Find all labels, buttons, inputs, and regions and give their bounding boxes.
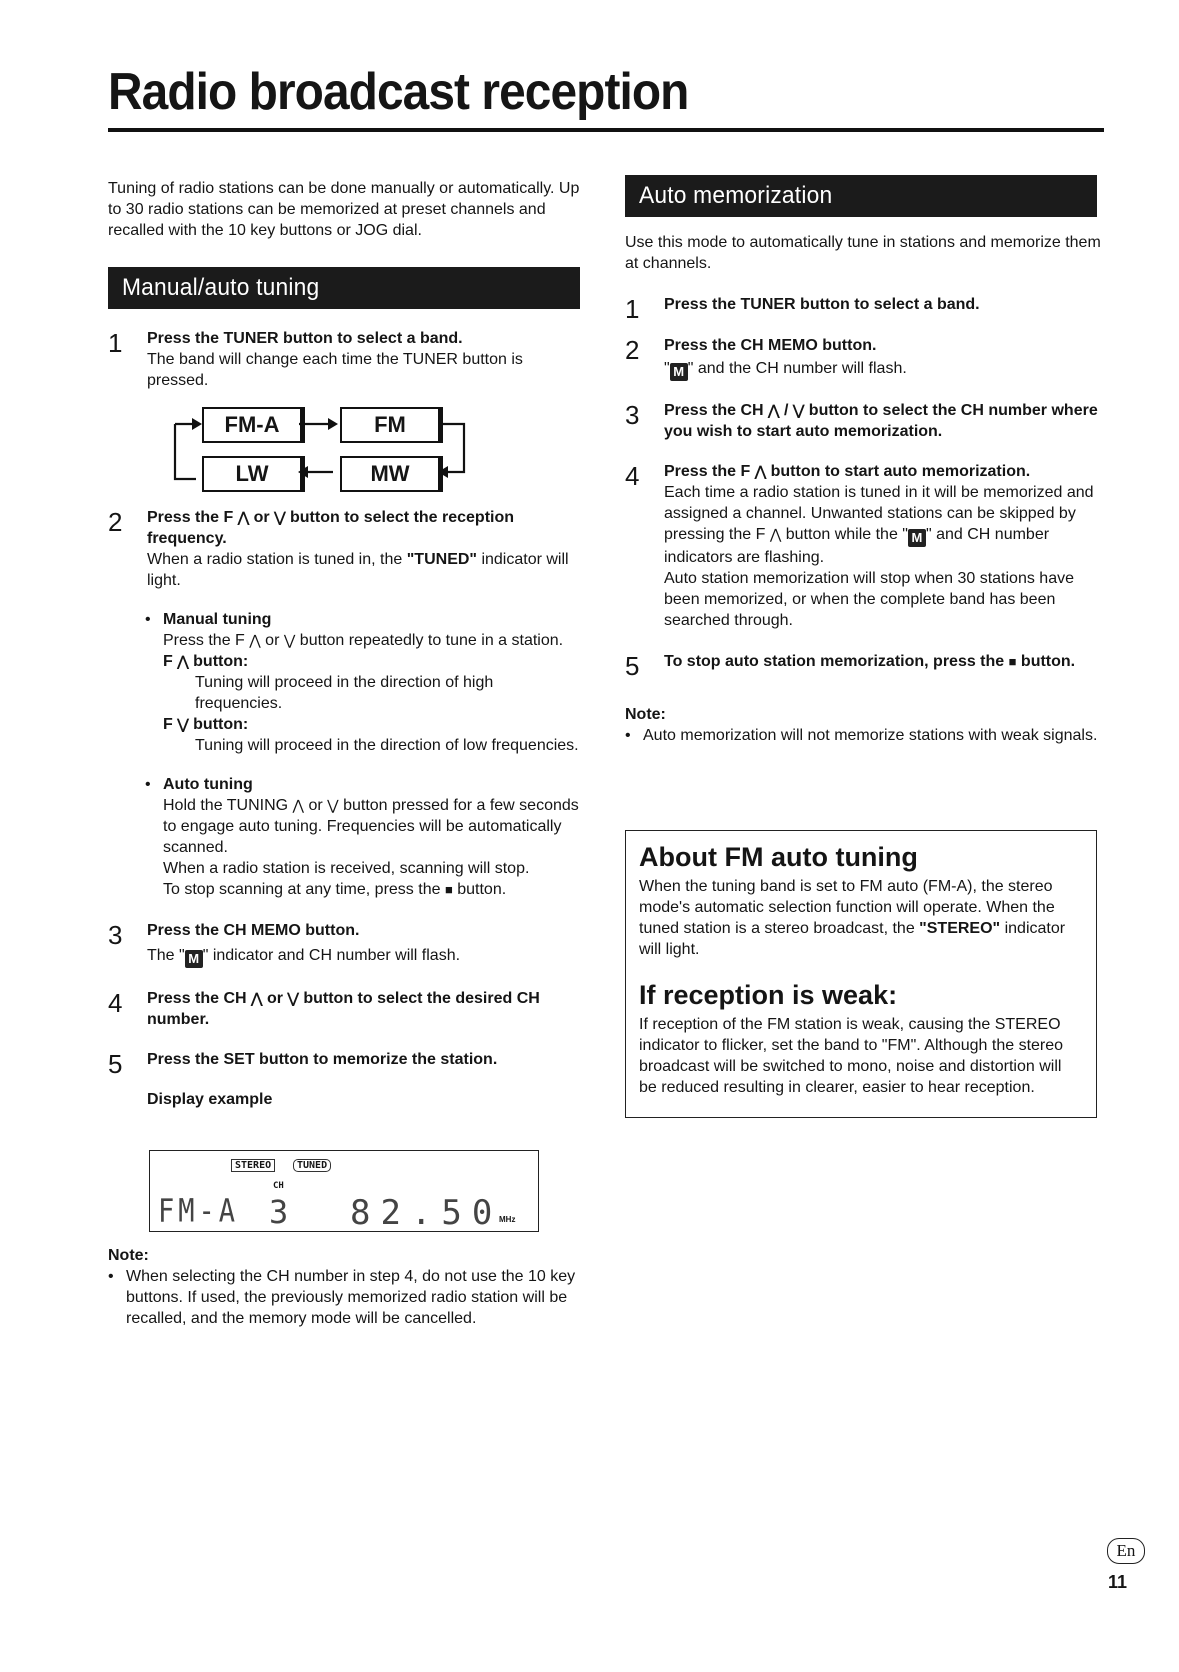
display-example-label: Display example bbox=[147, 1091, 273, 1108]
step-body-2: Auto station memorization will stop when 30 stations have been memorized, or when the complete band has been searched through. bbox=[664, 570, 1074, 629]
band-fm: FM bbox=[340, 407, 443, 443]
auto-step-1 bbox=[625, 294, 1105, 324]
left-note bbox=[108, 1245, 578, 1329]
step-heading: Press the CH MEMO button. bbox=[664, 337, 877, 354]
bullet-icon: • bbox=[145, 611, 151, 628]
step-heading: Press the TUNER button to select a band. bbox=[147, 330, 463, 347]
page-title: Radio broadcast reception bbox=[108, 63, 689, 121]
step-number: 1 bbox=[625, 294, 640, 324]
up-arrow-icon: ⋀ bbox=[769, 526, 782, 542]
lcd-frequency: 82.50 bbox=[350, 1193, 503, 1233]
down-arrow-icon: ⋁ bbox=[792, 402, 805, 418]
manual-step-1 bbox=[108, 328, 580, 391]
section-header-auto-memorization: Auto memorization bbox=[625, 175, 1097, 217]
step-heading: Press the SET button to memorize the station. bbox=[147, 1051, 498, 1068]
step-number: 3 bbox=[625, 400, 640, 430]
auto-memo-intro: Use this mode to automatically tune in stations and memorize them at channels. bbox=[625, 234, 1101, 272]
f-down-body: Tuning will proceed in the direction of low frequencies. bbox=[195, 737, 579, 754]
up-arrow-icon: ⋀ bbox=[754, 463, 767, 479]
about-title: About FM auto tuning bbox=[639, 842, 918, 872]
step-number: 4 bbox=[108, 988, 123, 1018]
step-number: 5 bbox=[625, 651, 640, 681]
language-badge: En bbox=[1107, 1538, 1145, 1564]
step-number: 1 bbox=[108, 328, 123, 358]
auto-step-4 bbox=[625, 461, 1105, 631]
up-arrow-icon: ⋀ bbox=[237, 509, 250, 525]
bullet-icon: • bbox=[145, 776, 151, 793]
f-down-label: F ⋁ button: bbox=[163, 716, 249, 733]
down-arrow-icon: ⋁ bbox=[177, 716, 189, 732]
auto-step-2 bbox=[625, 335, 1105, 381]
up-arrow-icon: ⋀ bbox=[292, 797, 305, 813]
up-arrow-icon: ⋀ bbox=[768, 402, 780, 418]
band-lw: LW bbox=[202, 456, 305, 492]
stop-icon: ■ bbox=[444, 882, 453, 897]
bullet-icon: • bbox=[108, 1268, 114, 1285]
note-text: Auto memorization will not memorize stations with weak signals. bbox=[643, 727, 1098, 744]
note-bullet bbox=[108, 1266, 578, 1329]
auto-step-3 bbox=[625, 400, 1105, 442]
bullet-body-3: To stop scanning at any time, press the ■ button. bbox=[163, 881, 507, 898]
auto-tuning-bullet bbox=[145, 774, 580, 900]
step-heading: Press the TUNER button to select a band. bbox=[664, 296, 980, 313]
lcd-unit: MHz bbox=[499, 1215, 516, 1224]
note-title: Note: bbox=[108, 1247, 149, 1264]
bullet-title: Auto tuning bbox=[163, 776, 253, 793]
down-arrow-icon: ⋁ bbox=[327, 797, 339, 813]
weak-reception-title: If reception is weak: bbox=[639, 980, 898, 1010]
bullet-body: Press the F ⋀ or ⋁ button repeatedly to tune in a station. bbox=[163, 632, 564, 649]
step-body: The band will change each time the TUNER button is pressed. bbox=[147, 351, 523, 389]
section-header-manual-auto-tuning: Manual/auto tuning bbox=[108, 267, 580, 309]
step-heading: Press the F ⋀ button to start auto memorization. bbox=[664, 463, 1031, 480]
step-body: " M " and the CH number will flash. bbox=[664, 360, 907, 379]
memo-indicator-icon: M bbox=[185, 950, 203, 968]
memo-indicator-icon: M bbox=[670, 363, 688, 381]
step-heading: Press the CH ⋀ or ⋁ button to select the desired CH number. bbox=[147, 990, 540, 1028]
band-fm-a: FM-A bbox=[202, 407, 305, 443]
step-body: When a radio station is tuned in, the "TUNED" indicator will light. bbox=[147, 551, 569, 589]
note-text: When selecting the CH number in step 4, do not use the 10 key buttons. If used, the previously memorized radio station will be recalled, and the memory mode will be cancelled. bbox=[126, 1268, 576, 1327]
step-body: Each time a radio station is tuned in it will be memorized and assigned a channel. Unwanted stations can be skipped by pressing the F ⋀ button while the " M " and CH number indicators are flashing. bbox=[664, 484, 1094, 566]
up-arrow-icon: ⋀ bbox=[249, 632, 261, 648]
band-cycle-diagram bbox=[168, 399, 488, 497]
step-heading: Press the F ⋀ or ⋁ button to select the reception frequency. bbox=[147, 509, 515, 547]
step-number: 2 bbox=[108, 507, 123, 537]
manual-step-3 bbox=[108, 920, 580, 968]
bullet-body: Hold the TUNING ⋀ or ⋁ button pressed for a few seconds to engage auto tuning. Frequencies will be automatically scanned. bbox=[163, 797, 579, 856]
bullet-body-2: When a radio station is received, scanning will stop. bbox=[163, 860, 530, 877]
f-up-label: F ⋀ button: bbox=[163, 653, 249, 670]
step-number: 3 bbox=[108, 920, 123, 950]
lcd-channel: 3 bbox=[269, 1193, 293, 1231]
right-note bbox=[625, 704, 1105, 746]
memo-indicator-icon: M bbox=[908, 529, 926, 547]
page-number: 11 bbox=[1108, 1572, 1128, 1592]
up-arrow-icon: ⋀ bbox=[251, 990, 263, 1006]
title-rule bbox=[108, 128, 1104, 132]
manual-step-2 bbox=[108, 507, 580, 591]
down-arrow-icon: ⋁ bbox=[274, 509, 286, 525]
right-column bbox=[625, 175, 1105, 746]
weak-reception-body: If reception of the FM station is weak, causing the STEREO indicator to flicker, set the band to "FM". Although the stereo broadcast will be switched to mono, noise and distortion will be reduced resulting in clearer, easier to hear reception. bbox=[639, 1016, 1064, 1096]
manual-step-4 bbox=[108, 988, 580, 1030]
manual-tuning-bullet bbox=[145, 609, 580, 756]
stop-icon: ■ bbox=[1008, 654, 1017, 669]
step-heading: To stop auto station memorization, press the ■ button. bbox=[664, 653, 1076, 670]
lcd-display-example bbox=[149, 1150, 539, 1232]
bullet-icon: • bbox=[625, 727, 631, 744]
note-bullet bbox=[625, 725, 1105, 746]
band-mw: MW bbox=[340, 456, 443, 492]
about-body: When the tuning band is set to FM auto (FM-A), the stereo mode's automatic selection function will operate. When the tuned station is a stereo broadcast, the "STEREO" indicator will light. bbox=[639, 878, 1066, 958]
lcd-stereo-indicator: STEREO bbox=[231, 1159, 275, 1172]
step-number: 2 bbox=[625, 335, 640, 365]
manual-step-5 bbox=[108, 1049, 580, 1079]
lcd-band: FM-A bbox=[158, 1192, 240, 1231]
lcd-ch-label: CH bbox=[273, 1181, 284, 1191]
down-arrow-icon: ⋁ bbox=[283, 632, 296, 648]
step-body: The " M " indicator and CH number will flash. bbox=[147, 947, 461, 966]
step-number: 4 bbox=[625, 461, 640, 491]
auto-step-5 bbox=[625, 651, 1105, 681]
step-heading: Press the CH MEMO button. bbox=[147, 922, 360, 939]
down-arrow-icon: ⋁ bbox=[287, 990, 299, 1006]
intro-text: Tuning of radio stations can be done manually or automatically. Up to 30 radio stations can be memorized at preset channels and recalled with the 10 key buttons or JOG dial. bbox=[108, 180, 580, 239]
step-number: 5 bbox=[108, 1049, 123, 1079]
bullet-title: Manual tuning bbox=[163, 611, 272, 628]
up-arrow-icon: ⋀ bbox=[177, 653, 189, 669]
lcd-tuned-indicator: TUNED bbox=[293, 1159, 331, 1172]
step-heading: Press the CH ⋀ / ⋁ button to select the CH number where you wish to start auto memorization. bbox=[664, 402, 1098, 440]
left-column bbox=[108, 178, 580, 1110]
about-fm-auto-tuning-box bbox=[625, 830, 1097, 1118]
note-title: Note: bbox=[625, 706, 666, 723]
f-up-body: Tuning will proceed in the direction of high frequencies. bbox=[195, 674, 494, 712]
